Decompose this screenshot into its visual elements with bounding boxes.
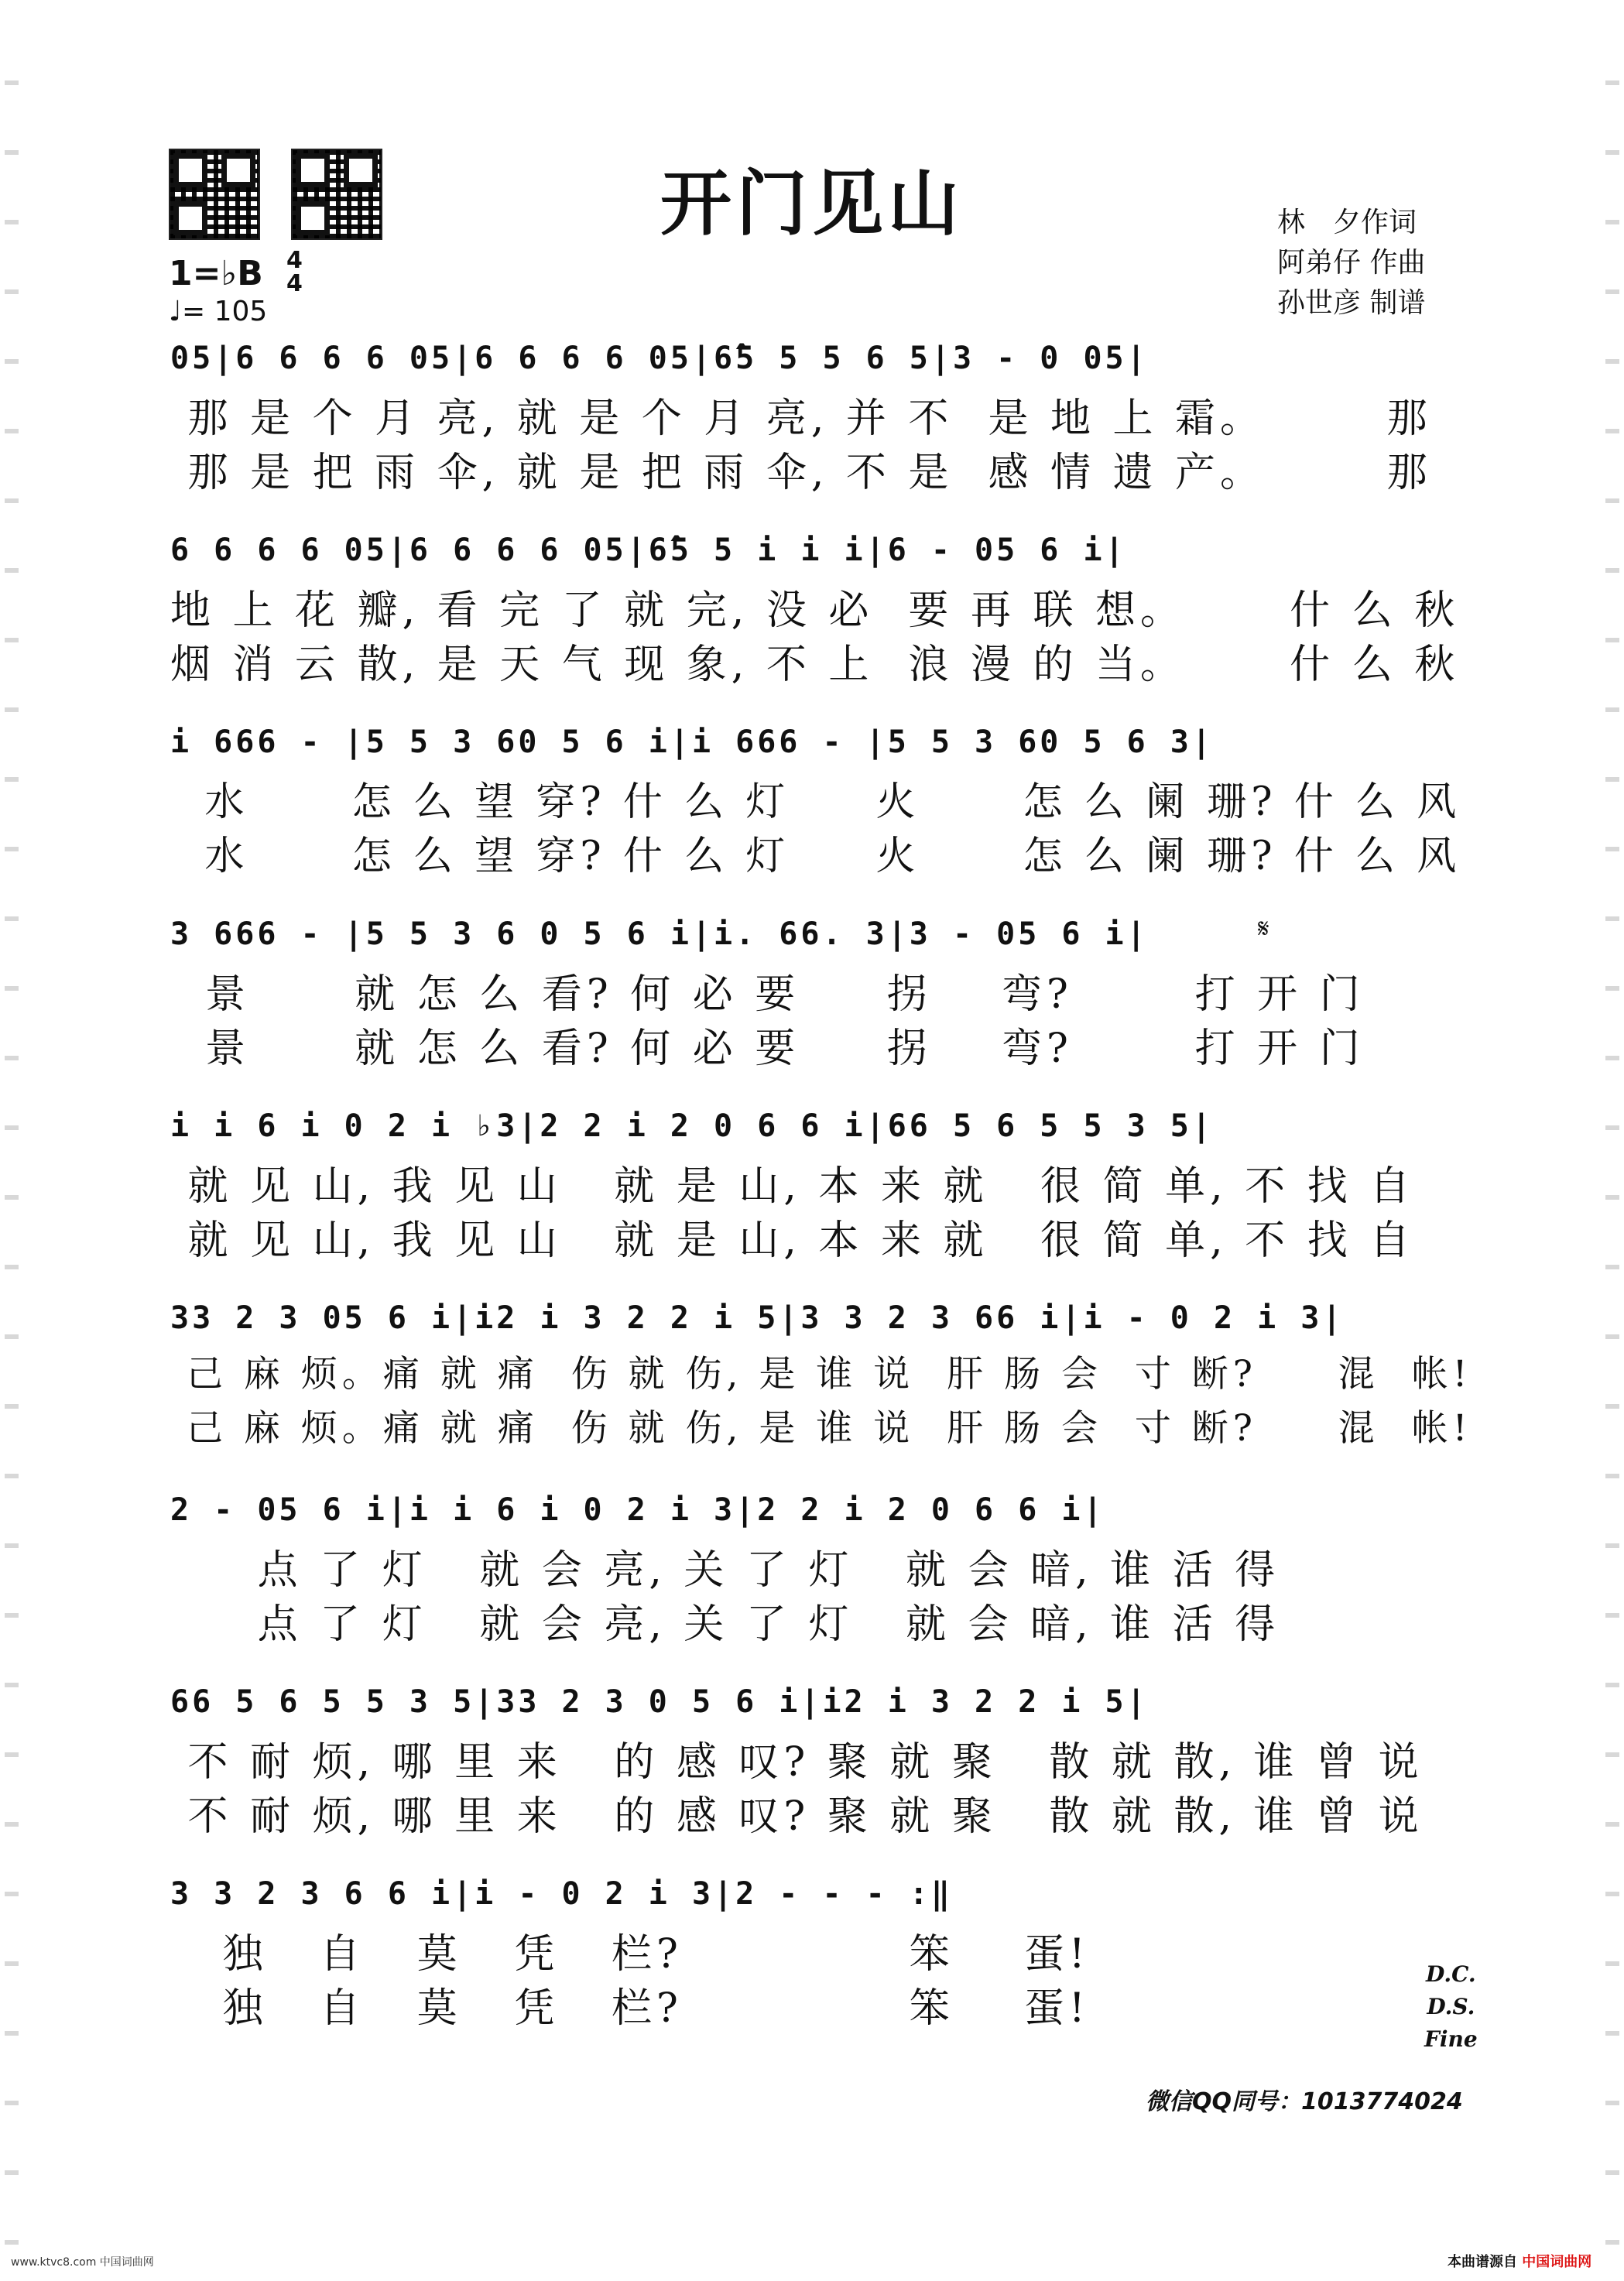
lyric-verse-1: 那 是 个 月 亮, 就 是 个 月 亮, 并 不 是 地 上 霜。 那: [170, 396, 1432, 442]
notation-row: 6 6 6 6 05|6 6 6 6 05|6̂5 5 i i i|6 - 05 6 i|: [170, 533, 1127, 568]
wechat-contact: 微信QQ同号：1013774024: [1146, 2088, 1463, 2115]
time-signature: [286, 249, 303, 296]
notation-row: 66 5 6 5 5 3 5|33 2 3 0 5 6 i|i2 i 3 2 2 i 5|: [170, 1684, 1149, 1720]
tempo-mark: ♩= 105: [169, 296, 268, 327]
lyric-verse-2: 水 怎 么 望 穿? 什 么 灯 火 怎 么 阑 珊? 什 么 风: [170, 834, 1461, 879]
ending-marks: [1424, 1958, 1478, 2056]
footer-source-left: www.ktvc8.com 中国词曲网: [11, 2256, 154, 2269]
lyric-verse-1: 景 就 怎 么 看? 何 必 要 拐 弯? 打 开 门: [170, 971, 1365, 1018]
lyric-verse-2: 烟 消 云 散, 是 天 气 现 象, 不 上 浪 漫 的 当。 什 么 秋: [170, 642, 1460, 688]
notation-row: 33 2 3 05 6 i|i2 i 3 2 2 i 5|3 3 2 3 66 i|i - 0 2 i 3|: [170, 1300, 1345, 1336]
lyric-verse-1: 点 了 灯 就 会 亮, 关 了 灯 就 会 暗, 谁 活 得: [170, 1547, 1280, 1594]
lyric-verse-1: 就 见 山, 我 见 山 就 是 山, 本 来 就 很 简 单, 不 找 自: [170, 1163, 1415, 1210]
footer-brand: 中国词曲网: [1522, 2254, 1592, 2270]
song-title: 开门见山: [660, 163, 964, 245]
lyric-verse-1: 水 怎 么 望 穿? 什 么 灯 火 怎 么 阑 珊? 什 么 风: [170, 779, 1461, 825]
lyric-verse-1: 独 自 莫 凭 栏? 笨 蛋!: [170, 1931, 1090, 1978]
lyric-verse-2: 就 见 山, 我 见 山 就 是 山, 本 来 就 很 简 单, 不 找 自: [170, 1218, 1415, 1264]
lyric-verse-1: 地 上 花 瓣, 看 完 了 就 完, 没 必 要 再 联 想。 什 么 秋: [170, 587, 1460, 634]
footer-prefix: 本曲谱源自: [1448, 2254, 1517, 2270]
notation-row: 3 3 2 3 6 6 i|i - 0 2 i 3|2 - - - :‖: [170, 1876, 953, 1912]
time-signature-top: 4: [286, 247, 303, 274]
lyric-verse-1: 己 麻 烦。痛 就 痛 伤 就 伤, 是 谁 说 肝 肠 会 寸 断? 混 帐!: [170, 1353, 1472, 1396]
lyricist-credit: 林 夕作词: [1277, 207, 1417, 238]
lyric-verse-2: 不 耐 烦, 哪 里 来 的 感 叹? 聚 就 聚 散 就 散, 谁 曾 说: [170, 1793, 1424, 1840]
lyric-verse-2: 点 了 灯 就 会 亮, 关 了 灯 就 会 暗, 谁 活 得: [170, 1601, 1280, 1648]
arranger-credit: 孙世彦 制谱: [1277, 287, 1426, 319]
notation-row: 05|6 6 6 6 05|6 6 6 6 05|6̂5 5 5 6 5|3 - 0 05|: [170, 341, 1149, 376]
time-signature-bottom: 4: [286, 270, 303, 297]
footer-source-right: [1448, 2251, 1591, 2271]
notation-row: i 666 - |5 5 3 60 5 6 i|i 666 - |5 5 3 60 5 6 3|: [170, 724, 1214, 760]
right-margin-strip: [1605, 46, 1619, 2245]
lyric-verse-2: 独 自 莫 凭 栏? 笨 蛋!: [170, 1985, 1090, 2032]
dc-mark: D.C.: [1426, 1961, 1476, 1987]
notation-row: i i 6 i 0 2 i ♭3|2 2 i 2 0 6 6 i|66 5 6 5 5 3 5|: [170, 1108, 1214, 1144]
segno-icon: 𝄋: [1258, 913, 1269, 944]
left-margin-strip: [5, 46, 19, 2245]
fine-mark: Fine: [1424, 2026, 1478, 2052]
notation-row: 3 666 - |5 5 3 6 0 5 6 i|i. 66. 3|3 - 05 6 i|: [170, 916, 1149, 952]
lyric-verse-2: 那 是 把 雨 伞, 就 是 把 雨 伞, 不 是 感 情 遗 产。 那: [170, 450, 1432, 496]
lyric-verse-2: 己 麻 烦。痛 就 痛 伤 就 伤, 是 谁 说 肝 肠 会 寸 断? 混 帐!: [170, 1407, 1472, 1450]
lyric-verse-2: 景 就 怎 么 看? 何 必 要 拐 弯? 打 开 门: [170, 1026, 1365, 1072]
lyric-verse-1: 不 耐 烦, 哪 里 来 的 感 叹? 聚 就 聚 散 就 散, 谁 曾 说: [170, 1739, 1424, 1786]
credits: [1277, 203, 1425, 324]
notation-row: 2 - 05 6 i|i i 6 i 0 2 i 3|2 2 i 2 0 6 6 i|: [170, 1492, 1105, 1528]
ds-mark: D.S.: [1427, 1994, 1475, 2019]
key-signature: 1=♭B: [169, 254, 263, 293]
composer-credit: 阿弟仔 作曲: [1277, 247, 1426, 279]
